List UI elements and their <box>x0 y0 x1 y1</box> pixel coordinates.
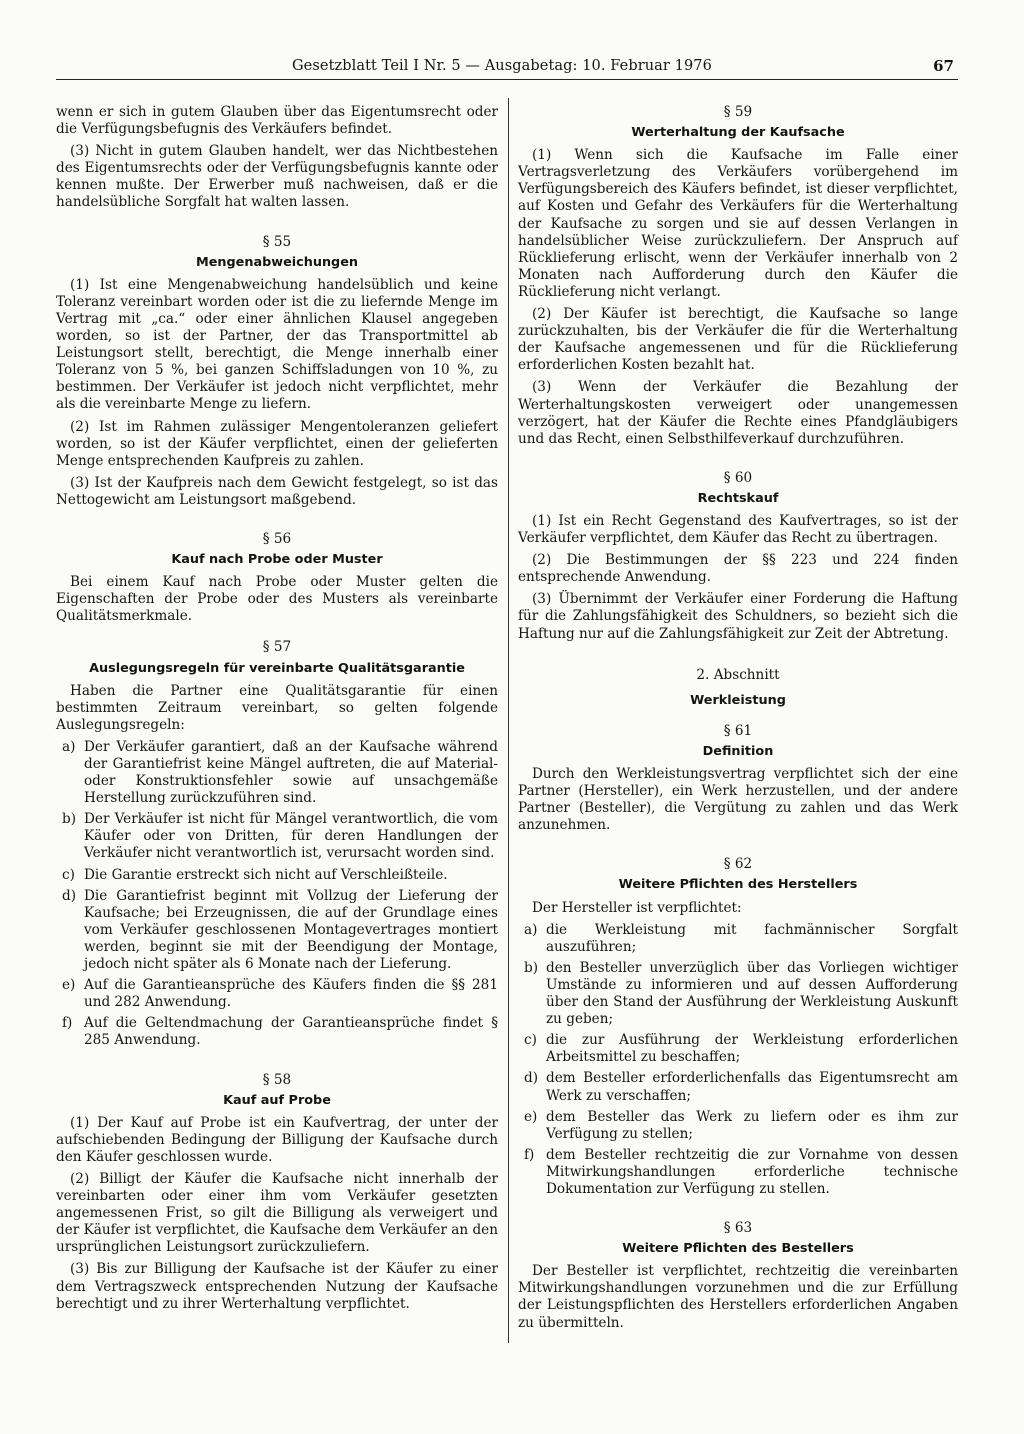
s54-paragraph-3: (3) Nicht in gutem Glauben handelt, wer das Nichtbestehen des Eigentumsrechts oder der Verfügungsbefugnis kannte oder kennen mußte. Der Erwerber muß nachweisen, daß er die handelsübliche Sorgfalt hat walten lassen. <box>56 143 498 211</box>
list-item <box>518 1147 958 1198</box>
section-title: Rechtskauf <box>697 490 779 506</box>
list-item <box>518 1109 958 1143</box>
s56-paragraph-1: Bei einem Kauf nach Probe oder Muster gelten die Eigenschaften der Probe oder des Musters als vereinbarte Qualitätsmerkmale. <box>56 574 498 625</box>
item-text: dem Besteller das Werk zu liefern oder es ihm zur Verfügung zu stellen; <box>546 1108 958 1142</box>
item-text: Die Garantie erstreckt sich nicht auf Verschleißteile. <box>84 866 448 883</box>
s61-paragraph-1: Durch den Werkleistungsvertrag verpflichtet sich der eine Partner (Hersteller), ein Werk herzustellen, und der andere Partner (Besteller), die Vergütung zu zahlen und das Werk anzunehmen. <box>518 766 958 834</box>
s55-paragraph-1: (1) Ist eine Mengenabweichung handelsüblich und keine Toleranz vereinbart worden oder ist die zu liefernde Menge im Vertrag mit „ca.“ oder einer ähnlichen Klausel angegeben worden, so ist der Partner, der das Transportmittel ab Leistungsort stellt, berechtigt, die Menge innerhalb einer Toleranz von 5 %, bei ganzen Schiffsladungen von 10 %, zu bestimmen. Der Verkäufer ist jedoch nicht verpflichtet, mehr als die vereinbarte Menge zu liefern. <box>56 276 498 413</box>
item-label: a) <box>62 738 76 755</box>
section-number: § 60 <box>723 469 753 486</box>
item-label: a) <box>524 921 538 938</box>
item-text: den Besteller unverzüglich über das Vorliegen wichtiger Umstände zu informieren und auf dessen Aufforderung über den Stand der Ausführung der Werkleistung Auskunft zu geben; <box>546 959 958 1028</box>
list-item <box>56 739 498 807</box>
list-item <box>518 960 958 1028</box>
left-column <box>56 104 498 1318</box>
section-title: Kauf nach Probe oder Muster <box>171 552 383 568</box>
item-label: c) <box>62 866 75 883</box>
item-label: e) <box>524 1108 538 1125</box>
page-number: 67 <box>933 57 954 75</box>
item-text: die zur Ausführung der Werkleistung erforderlichen Arbeitsmittel zu beschaffen; <box>546 1032 958 1066</box>
item-text: Auf die Geltendmachung der Garantieansprüche findet § 285 Anwendung. <box>84 1015 498 1049</box>
section-title: Kauf auf Probe <box>223 1092 331 1108</box>
item-text: Der Verkäufer garantiert, daß an der Kaufsache während der Garantiefrist keine Mängel auftreten, die auf Material- oder Konstruktionsfehler sowie auf unsachgemäße Herstellung zurückzuführen sind. <box>84 738 498 807</box>
section-number: § 56 <box>262 530 292 547</box>
s58-paragraph-2: (2) Billigt der Käufer die Kaufsache nicht innerhalb der vereinbarten oder einer ihm vom Verkäufer gesetzten angemessenen Frist, so gilt die Billigung als verweigert und der Käufer ist verpflichtet, die Kaufsache dem Verkäufer an den ursprünglichen Leistungsort zurückzuliefern. <box>56 1170 498 1256</box>
section-58 <box>56 1072 498 1313</box>
list-item <box>56 977 498 1011</box>
section-title: Weitere Pflichten des Herstellers <box>618 877 858 893</box>
column-divider <box>508 98 509 1343</box>
list-item <box>518 1070 958 1104</box>
section-number: § 63 <box>723 1220 753 1237</box>
section-number: § 61 <box>723 722 753 739</box>
section-59 <box>518 104 958 448</box>
item-text: Die Garantiefrist beginnt mit Vollzug der Lieferung der Kaufsache; bei Erzeugnissen, die auf der Grundlage eines vom Verkäufer geschlossenen Montagevertrages montiert werden, beginnt sie mit der Beendigung der Montage, jedoch nicht später als 6 Monate nach der Lieferung. <box>84 887 498 973</box>
section-62 <box>518 856 958 1198</box>
section-number: § 59 <box>723 104 753 120</box>
section-56 <box>56 531 498 625</box>
header-rule <box>56 79 958 80</box>
s58-paragraph-3: (3) Bis zur Billigung der Kaufsache ist der Käufer zu einer dem Vertragszweck entsprechenden Nutzung der Kaufsache berechtigt und zu ihrer Werterhaltung verpflichtet. <box>56 1261 498 1312</box>
item-label: e) <box>62 977 76 994</box>
section-63 <box>518 1220 958 1332</box>
section-57 <box>56 639 498 1049</box>
item-text: dem Besteller rechtzeitig die zur Vornahme von dessen Mitwirkungshandlungen erforderliche technische Dokumentation zur Verfügung zu stellen. <box>546 1146 958 1197</box>
section-title: Werterhaltung der Kaufsache <box>631 125 845 141</box>
list-item <box>56 1015 498 1049</box>
s55-paragraph-2: (2) Ist im Rahmen zulässiger Mengentoleranzen geliefert worden, so ist der Käufer verpflichtet, einen der gelieferten Menge entsprechenden Kaufpreis zu zahlen. <box>56 418 498 469</box>
section-number: § 57 <box>262 639 292 656</box>
item-label: f) <box>524 1146 535 1163</box>
list-item <box>56 888 498 973</box>
item-text: Auf die Garantieansprüche des Käufers finden die §§ 281 und 282 Anwendung. <box>84 977 498 1011</box>
section-60 <box>518 470 958 643</box>
section-55 <box>56 234 498 509</box>
right-column <box>518 104 958 1337</box>
item-text: Der Verkäufer ist nicht für Mängel verantwortlich, die vom Käufer oder von Dritten, für deren Handlungen der Verkäufer nicht verantwortlich ist, verursacht worden sind. <box>84 811 498 862</box>
item-label: c) <box>524 1032 537 1049</box>
section-title: Weitere Pflichten des Bestellers <box>622 1241 854 1257</box>
list-item <box>518 1032 958 1066</box>
chapter-label: 2. Abschnitt <box>696 666 780 683</box>
item-text: dem Besteller erforderlichenfalls das Eigentumsrecht am Werk zu verschaffen; <box>546 1070 958 1104</box>
list-item <box>56 867 498 884</box>
section-title: Auslegungsregeln für vereinbarte Qualitätsgarantie <box>89 660 465 676</box>
s57-intro: Haben die Partner eine Qualitätsgarantie für einen bestimmten Zeitraum vereinbart, so gelten folgende Auslegungsregeln: <box>56 682 498 733</box>
s55-paragraph-3: (3) Ist der Kaufpreis nach dem Gewicht festgelegt, so ist das Nettogewicht am Leistungsort maßgebend. <box>56 474 498 508</box>
chapter-2 <box>518 667 958 709</box>
header-title: Gesetzblatt Teil I Nr. 5 — Ausgabetag: 10. Februar 1976 <box>292 58 712 74</box>
s63-paragraph-1: Der Besteller ist verpflichtet, rechtzeitig die vereinbarten Mitwirkungshandlungen vorzunehmen und die zur Erfüllung der Leistungspflichten des Herstellers erforderlichen Angaben zu übermitteln. <box>518 1263 958 1331</box>
s60-paragraph-1: (1) Ist ein Recht Gegenstand des Kaufvertrages, so ist der Verkäufer verpflichtet, dem Käufer das Recht zu übertragen. <box>518 512 958 547</box>
page-header <box>56 54 958 80</box>
item-label: d) <box>524 1070 539 1087</box>
s62-intro: Der Hersteller ist verpflichtet: <box>532 899 742 916</box>
section-number: § 58 <box>262 1071 292 1088</box>
section-number: § 62 <box>723 856 753 873</box>
list-item <box>56 811 498 862</box>
section-title: Mengenabweichungen <box>195 254 359 270</box>
item-label: b) <box>524 959 539 976</box>
section-number: § 55 <box>262 233 292 250</box>
section-61 <box>518 723 958 835</box>
s59-paragraph-2: (2) Der Käufer ist berechtigt, die Kaufsache so lange zurückzuhalten, bis der Verkäufer die für die Werterhaltung der Kaufsache angemessenen und für die Rücklieferung erforderlichen Kosten bezahlt hat. <box>518 306 958 374</box>
chapter-title: Werkleistung <box>690 692 786 708</box>
section-title: Definition <box>702 743 774 759</box>
s59-paragraph-3: (3) Wenn der Verkäufer die Bezahlung der Werterhaltungskosten verweigert oder unangemessen verzögert, hat der Käufer die Rechte eines Pfandgläubigers und das Recht, einen Selbsthilfeverkauf durchzuführen. <box>518 379 958 447</box>
item-text: die Werkleistung mit fachmännischer Sorgfalt auszuführen; <box>546 921 958 955</box>
item-label: b) <box>62 811 77 828</box>
item-label: f) <box>62 1015 73 1032</box>
s58-paragraph-1: (1) Der Kauf auf Probe ist ein Kaufvertrag, der unter der aufschiebenden Bedingung der Billigung der Kaufsache durch den Käufer geschlossen wurde. <box>56 1114 498 1165</box>
list-item <box>518 922 958 956</box>
s60-paragraph-3: (3) Übernimmt der Verkäufer einer Forderung die Haftung für die Zahlungsfähigkeit des Schuldners, so bezieht sich die Haftung nur auf die Zahlungsfähigkeit zur Zeit der Abtretung. <box>518 591 958 642</box>
s59-paragraph-1: (1) Wenn sich die Kaufsache im Falle einer Vertragsverletzung des Verkäufers vorübergehend im Verfügungsbereich des Käufers befindet, ist dieser verpflichtet, auf Kosten und Gefahr des Verkäufers für die Werterhaltung der Kaufsache zu sorgen und sie auf dessen Verlangen in handelsüblicher Weise zurückzuliefern. Der Anspruch auf Rücklieferung erlischt, wenn der Verkäufer innerhalb von 2 Monaten nach Aufforderung durch den Käufer die Rücklieferung nicht verlangt. <box>518 147 958 300</box>
intro-continuation: wenn er sich in gutem Glauben über das Eigentumsrecht oder die Verfügungsbefugnis des Verkäufers befindet. <box>56 104 498 138</box>
item-label: d) <box>62 887 77 904</box>
s60-paragraph-2: (2) Die Bestimmungen der §§ 223 und 224 finden entsprechende Anwendung. <box>518 552 958 586</box>
